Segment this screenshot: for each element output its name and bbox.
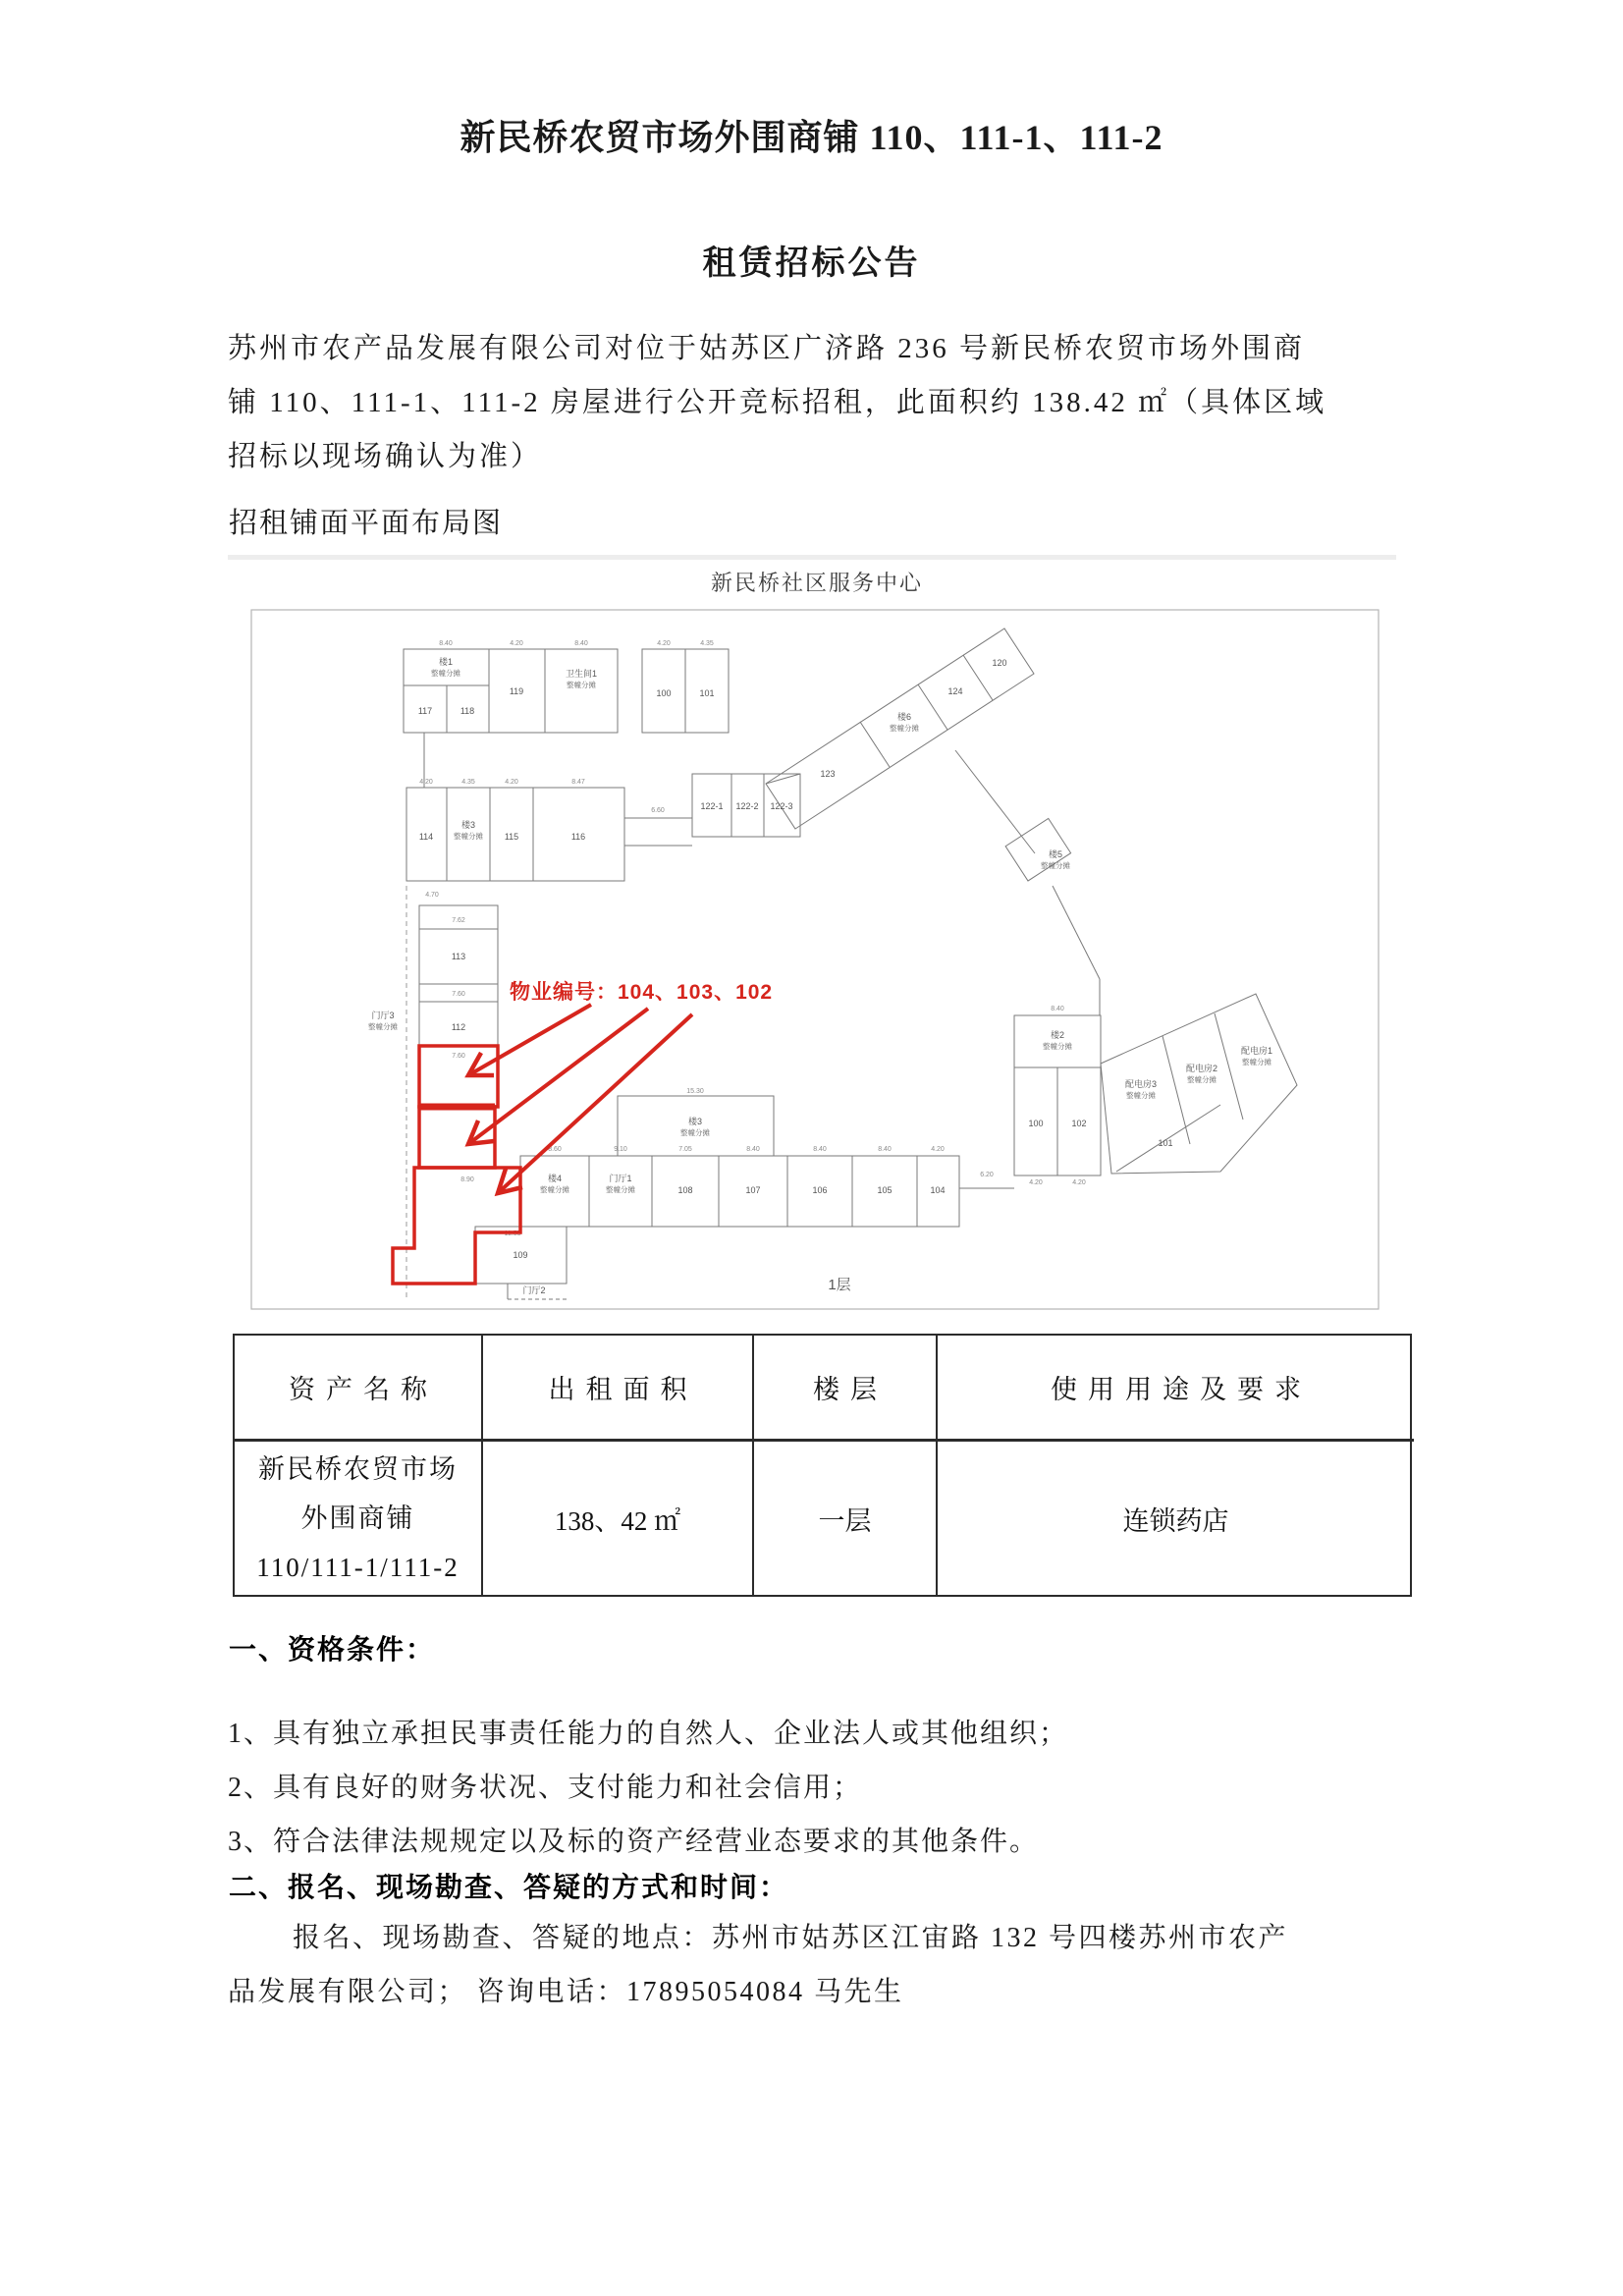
plan-label: 整幢分摊 bbox=[1043, 1042, 1072, 1051]
plan-label: 106 bbox=[812, 1185, 828, 1195]
plan-label: 楼5 bbox=[1048, 849, 1063, 859]
plan-label: 整幢分摊 bbox=[454, 832, 483, 841]
plan-label: 整幢分摊 bbox=[1242, 1058, 1271, 1066]
plan-label: 卫生间1 bbox=[565, 669, 598, 679]
plan-label: 7.62 bbox=[452, 917, 465, 924]
plan-label: 整幢分摊 bbox=[1187, 1075, 1217, 1084]
plan-label: 整幢分摊 bbox=[567, 681, 596, 689]
plan-label: 100 bbox=[1028, 1119, 1044, 1128]
document-title: 新民桥农贸市场外围商铺 110、111-1、111-2 bbox=[460, 118, 1163, 157]
plan-label: 4.20 bbox=[1072, 1179, 1086, 1186]
plan-label: 4.20 bbox=[657, 640, 671, 647]
registration-paragraph bbox=[228, 1911, 1416, 2019]
table-header-usage: 使用用途及要求 bbox=[938, 1336, 1414, 1442]
annotation-arrows bbox=[468, 1005, 692, 1193]
plan-label: 整幢分摊 bbox=[680, 1128, 710, 1137]
plan-label: 7.60 bbox=[452, 1053, 465, 1060]
intro-paragraph bbox=[228, 322, 1406, 484]
plan-label: 115 bbox=[504, 832, 519, 842]
plan-label: 4.20 bbox=[510, 640, 523, 647]
plan-label: 4.35 bbox=[700, 640, 714, 647]
plan-label: 8.47 bbox=[571, 779, 585, 786]
plan-label: 119 bbox=[509, 686, 524, 696]
asset-name-line: 110/111-1/111-2 bbox=[256, 1553, 460, 1582]
plan-label: 整幢分摊 bbox=[606, 1185, 635, 1194]
plan-label: 122-1 bbox=[700, 801, 724, 811]
document-subtitle: 租赁招标公告 bbox=[702, 246, 921, 282]
plan-label: 101 bbox=[1158, 1138, 1173, 1148]
plan-label: 4.70 bbox=[425, 892, 439, 899]
plan-label: 配电房1 bbox=[1240, 1046, 1273, 1056]
plan-label: 112 bbox=[451, 1022, 466, 1032]
floorplan-title: 新民桥社区服务中心 bbox=[710, 571, 924, 595]
plan-label: 8.40 bbox=[439, 640, 453, 647]
plan-label: 122-2 bbox=[735, 801, 759, 811]
intro-line: 招标以现场确认为准） bbox=[228, 441, 543, 472]
registration-line: 报名、现场勘查、答疑的地点：苏州市姑苏区江宙路 132 号四楼苏州市农产 bbox=[293, 1923, 1289, 1953]
floorplan-dimension-labels bbox=[419, 640, 1086, 1237]
table-cell-lease-area: 138、42 ㎡ bbox=[483, 1442, 754, 1595]
property-number-annotation: 物业编号：104、103、102 bbox=[510, 981, 774, 1004]
plan-label: 114 bbox=[418, 832, 434, 842]
plan-label: 117 bbox=[417, 706, 433, 716]
plan-label: 楼1 bbox=[438, 657, 454, 667]
plan-label: 6.20 bbox=[980, 1172, 994, 1178]
table-header-asset-name: 资产名称 bbox=[235, 1336, 483, 1442]
plan-label: 楼6 bbox=[896, 712, 912, 722]
table-cell-floor: 一层 bbox=[754, 1442, 938, 1595]
list-item: 3、符合法律法规规定以及标的资产经营业态要求的其他条件。 bbox=[228, 1827, 1040, 1857]
floor-level-label: 1层 bbox=[828, 1277, 851, 1293]
plan-label: 配电房3 bbox=[1124, 1079, 1158, 1089]
plan-label: 101 bbox=[699, 688, 715, 698]
floorplan-figure bbox=[228, 555, 1396, 1333]
plan-label: 配电房2 bbox=[1185, 1064, 1218, 1073]
plan-label: 123 bbox=[820, 769, 836, 779]
plan-label: 整幢分摊 bbox=[1126, 1091, 1156, 1100]
plan-label: 楼3 bbox=[687, 1117, 703, 1126]
plan-label: 120 bbox=[992, 658, 1007, 668]
table-cell-asset-name bbox=[235, 1442, 483, 1595]
intro-line: 铺 110、111-1、111-2 房屋进行公开竞标招租，此面积约 138.42 ㎡（具体区域 bbox=[228, 387, 1327, 418]
plan-label: 8.90 bbox=[460, 1176, 474, 1183]
table-header-floor: 楼层 bbox=[754, 1336, 938, 1442]
plan-label: 100 bbox=[656, 688, 672, 698]
floorplan-caption: 招租铺面平面布局图 bbox=[229, 508, 504, 539]
plan-label: 107 bbox=[745, 1185, 761, 1195]
plan-label: 11.55 bbox=[504, 1230, 521, 1237]
plan-label: 4.20 bbox=[1029, 1179, 1043, 1186]
plan-label: 8.40 bbox=[1051, 1006, 1064, 1012]
plan-label: 109 bbox=[513, 1250, 528, 1260]
plan-label: 4.20 bbox=[931, 1146, 945, 1153]
plan-label: 6.60 bbox=[651, 807, 665, 814]
plan-label: 4.20 bbox=[505, 779, 518, 786]
asset-name-line: 外围商铺 bbox=[300, 1503, 415, 1533]
registration-line: 品发展有限公司； 咨询电话：17895054084 马先生 bbox=[228, 1977, 904, 2007]
plan-label: 7.05 bbox=[678, 1146, 692, 1153]
plan-label: 整幢分摊 bbox=[540, 1185, 569, 1194]
plan-label: 门厅2 bbox=[522, 1285, 546, 1295]
plan-label: 113 bbox=[451, 952, 466, 961]
intro-line: 苏州市农产品发展有限公司对位于姑苏区广济路 236 号新民桥农贸市场外围商 bbox=[228, 333, 1306, 364]
plan-label: 4.20 bbox=[419, 779, 433, 786]
floorplan-linework bbox=[404, 629, 1297, 1299]
table-cell-usage: 连锁药店 bbox=[1122, 1505, 1229, 1536]
list-item: 1、具有独立承担民事责任能力的自然人、企业法人或其他组织； bbox=[228, 1719, 1069, 1749]
highlighted-shops-outline bbox=[393, 1046, 520, 1284]
plan-label: 116 bbox=[570, 832, 586, 842]
plan-label: 楼4 bbox=[547, 1174, 563, 1183]
plan-label: 102 bbox=[1071, 1119, 1087, 1128]
plan-label: 门厅1 bbox=[609, 1174, 632, 1183]
plan-label: 105 bbox=[877, 1185, 893, 1195]
plan-label: 124 bbox=[947, 686, 963, 696]
plan-label: 122-3 bbox=[770, 801, 793, 811]
plan-label: 整幢分摊 bbox=[1041, 861, 1070, 870]
plan-label: 8.60 bbox=[548, 1146, 562, 1153]
qualification-list bbox=[228, 1707, 1406, 1869]
section2-title: 二、报名、现场勘查、答疑的方式和时间： bbox=[229, 1872, 789, 1902]
plan-label: 108 bbox=[677, 1185, 693, 1195]
table-header-lease-area: 出租面积 bbox=[483, 1336, 754, 1442]
asset-name-line: 新民桥农贸市场 bbox=[258, 1454, 458, 1484]
plan-label: 8.40 bbox=[813, 1146, 827, 1153]
plan-label: 门厅3 bbox=[371, 1011, 395, 1020]
floorplan-room-labels bbox=[368, 656, 1272, 1295]
plan-label: 118 bbox=[460, 706, 475, 716]
plan-label: 整幢分摊 bbox=[890, 724, 919, 733]
plan-label: 整幢分摊 bbox=[431, 669, 460, 678]
plan-label: 9.10 bbox=[614, 1146, 627, 1153]
list-item: 2、具有良好的财务状况、支付能力和社会信用； bbox=[228, 1773, 863, 1803]
plan-label: 8.40 bbox=[746, 1146, 760, 1153]
plan-label: 楼3 bbox=[460, 820, 476, 830]
plan-label: 楼2 bbox=[1050, 1030, 1065, 1040]
plan-label: 8.40 bbox=[878, 1146, 892, 1153]
plan-label: 8.40 bbox=[574, 640, 588, 647]
plan-label: 7.60 bbox=[452, 991, 465, 998]
plan-label: 4.35 bbox=[461, 779, 475, 786]
section1-title: 一、资格条件： bbox=[229, 1634, 436, 1665]
plan-label: 104 bbox=[930, 1185, 946, 1195]
plan-label: 整幢分摊 bbox=[368, 1022, 398, 1031]
floorplan-svg bbox=[228, 555, 1396, 1333]
assets-table bbox=[233, 1334, 1412, 1597]
plan-label: 15.30 bbox=[686, 1088, 704, 1095]
scan-artifact bbox=[228, 555, 1396, 560]
